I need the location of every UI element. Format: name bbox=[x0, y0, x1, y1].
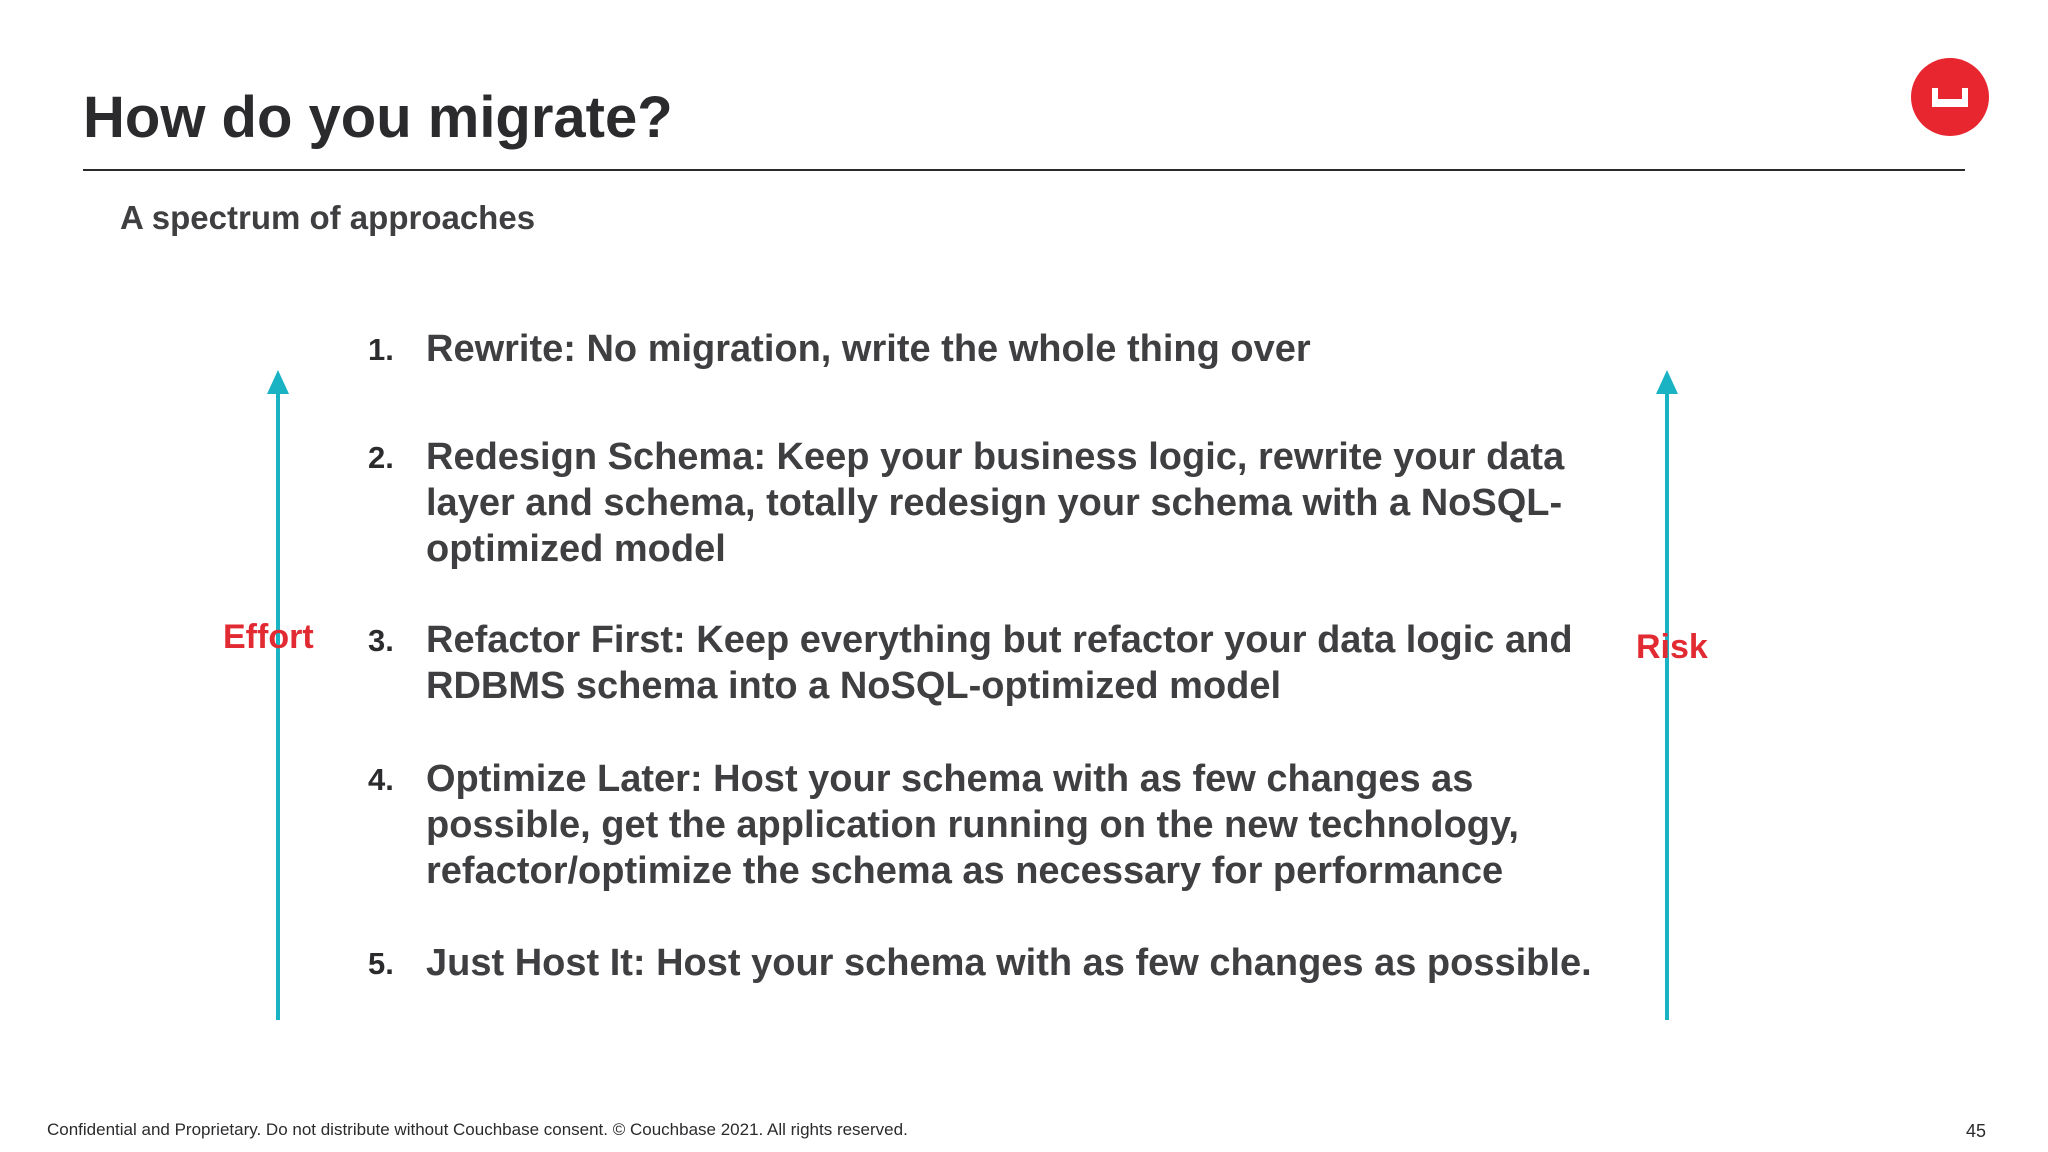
risk-label: Risk bbox=[1636, 628, 1708, 666]
list-item-text: Optimize Later: Host your schema with as few changes as possible, get the application running on the new technology, refactor/optimize the schema as necessary for performance bbox=[426, 758, 1519, 892]
list-item-number: 2. bbox=[368, 440, 394, 475]
footer-disclaimer: Confidential and Proprietary. Do not distribute without Couchbase consent. © Couchbase 2021. All rights reserved. bbox=[47, 1120, 908, 1139]
slide-subtitle: A spectrum of approaches bbox=[120, 199, 536, 236]
couchbase-logo-icon bbox=[1911, 58, 1989, 136]
title-divider bbox=[83, 169, 1965, 171]
effort-arrow-icon bbox=[266, 370, 290, 1020]
list-item-text: Refactor First: Keep everything but refactor your data logic and RDBMS schema into a NoSQL-optimized model bbox=[426, 619, 1573, 707]
effort-label: Effort bbox=[223, 618, 314, 656]
list-item-text: Just Host It: Host your schema with as few changes as possible. bbox=[426, 942, 1592, 984]
list-item-number: 1. bbox=[368, 332, 394, 367]
list-item-text: Redesign Schema: Keep your business logic, rewrite your data layer and schema, totally redesign your schema with a NoSQL-optimized model bbox=[426, 436, 1565, 570]
page-number: 45 bbox=[1966, 1121, 1987, 1141]
risk-arrow-icon bbox=[1655, 370, 1679, 1020]
list-item-number: 3. bbox=[368, 623, 394, 658]
list-item-number: 4. bbox=[368, 762, 394, 797]
slide-title: How do you migrate? bbox=[83, 85, 673, 150]
list-item-number: 5. bbox=[368, 946, 394, 981]
list-item-text: Rewrite: No migration, write the whole thing over bbox=[426, 328, 1311, 370]
